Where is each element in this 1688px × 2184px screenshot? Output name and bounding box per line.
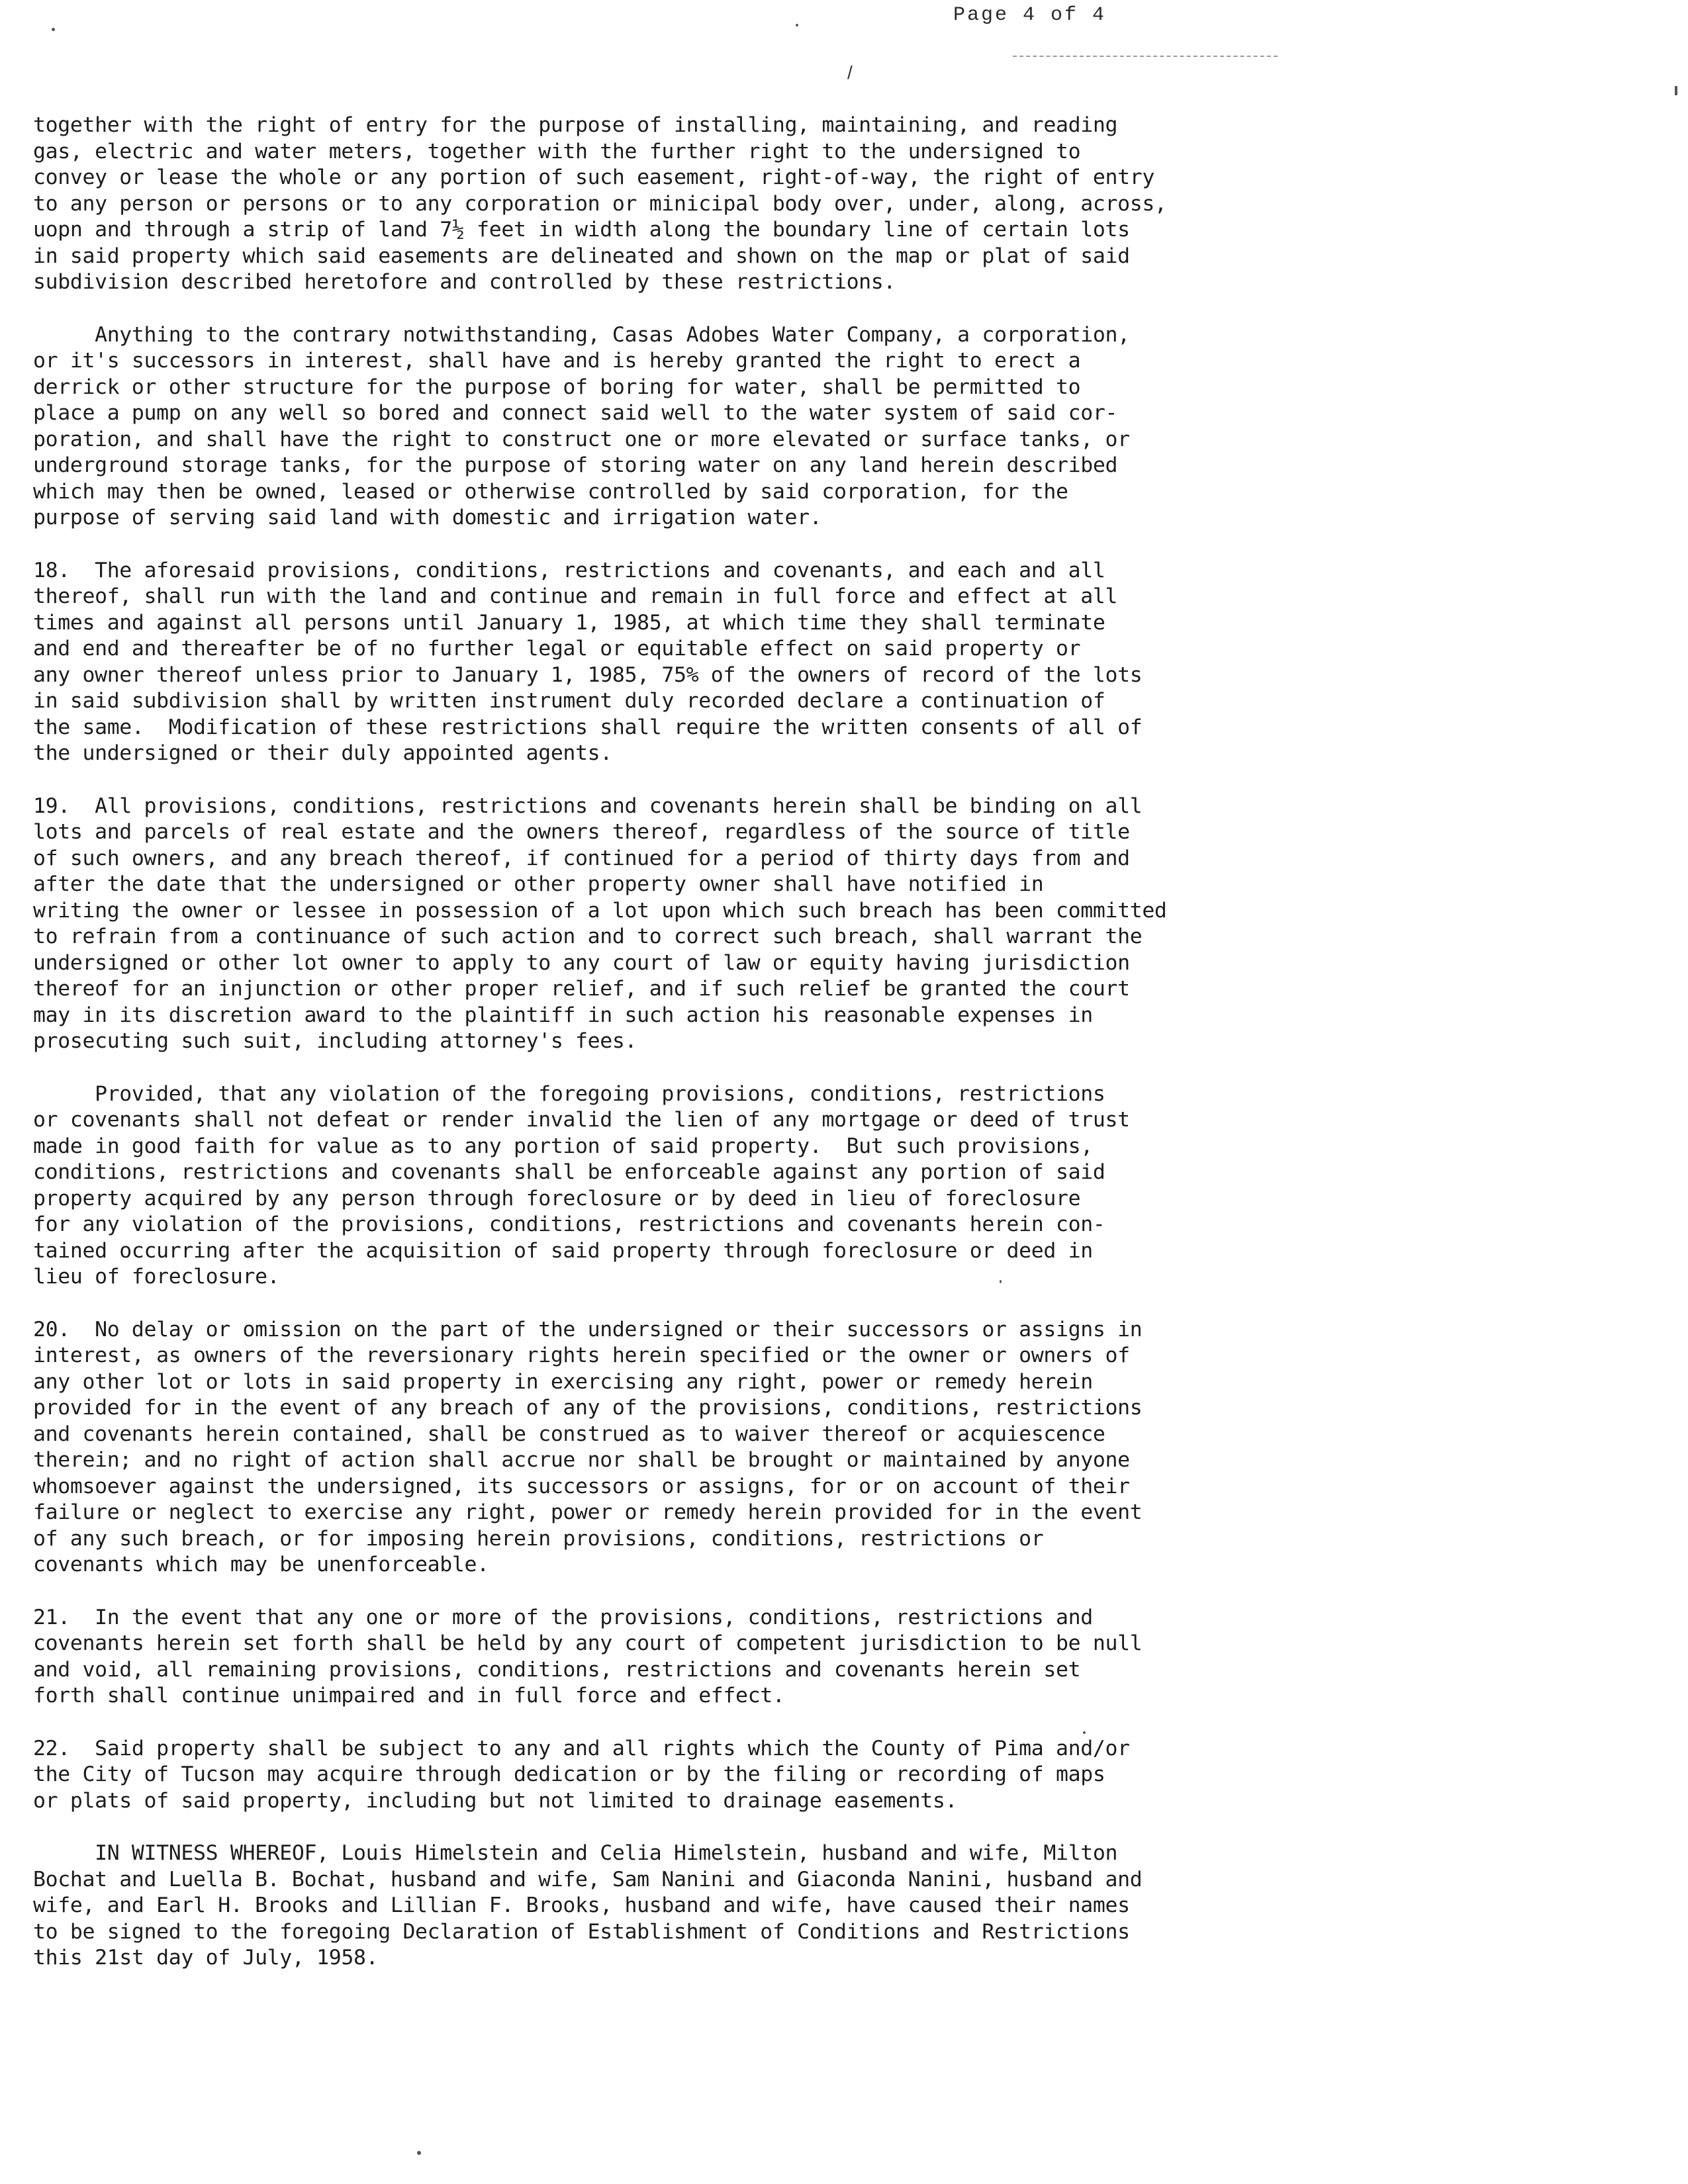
paragraph-easement-continued: together with the right of entry for the purpose of installing, maintaining, and reading gas, electric and water meters, together with the further right to the undersigned to convey or lease the whole or any portion of such easement, right-of-way, the right of entry to any person or persons or to any corporation or minicipal body over, under, along, across, uopn and through a strip of land 7½ feet in width along the boundary line of certain lots in said property which said easements are delineated and shown on the map or plat of said subdivision described heretofore and controlled by these restrictions. (33, 113, 1167, 294)
scan-speck (1675, 86, 1677, 95)
paragraph-water-company: Anything to the contrary notwithstanding, Casas Adobes Water Company, a corporation, or it's successors in interest, shall have and is hereby granted the right to erect a derrick or other structure for the purpose of boring for water, shall be permitted to place a pump on any well so bored and connect said well to the water system of said cor- poration, and shall have the right to construct one or more elevated or surface tanks, or underground storage tanks, for the purpose of storing water on any land herein described which may then be owned, leased or otherwise controlled by said corporation, for the purpose of serving said land with domestic and irrigation water. (33, 322, 1130, 529)
header-rule (1013, 56, 1278, 57)
paragraph-in-witness: IN WITNESS WHEREOF, Louis Himelstein and Celia Himelstein, husband and wife, Milton Bochat and Luella B. Bochat, husband and wife, Sam Nanini and Giaconda Nanini, husband and wife, and Earl H. Brooks and Lillian F. Brooks, husband and wife, have caused their names to be signed to the foregoing Declaration of Establishment of Conditions and Restrictions this 21st day of July, 1958. (33, 1841, 1143, 1970)
paragraph-section-22: 22. Said property shall be subject to any and all rights which the County of Pima and/or the City of Tucson may acquire through dedication or by the filing or recording of maps or plats of said property, including but not limited to drainage easements. (33, 1736, 1130, 1813)
header-mark: / (847, 62, 853, 83)
paragraph-section-18: 18. The aforesaid provisions, conditions, restrictions and covenants, and each and all thereof, shall run with the land and continue and remain in full force and effect at all times and against all persons until January 1, 1985, at which time they shall terminate and end and thereafter be of no further legal or equitable effect on said property or any owner thereof unless prior to January 1, 1985, 75% of the owners of record of the lots in said subdivision shall by written instrument duly recorded declare a continuation of the same. Modification of these restrictions shall require the written consents of all of the undersigned or their duly appointed agents. (33, 558, 1143, 765)
paragraph-section-20: 20. No delay or omission on the part of the undersigned or their successors or assigns in interest, as owners of the reversionary rights herein specified or the owner or owners of any other lot or lots in said property in exercising any right, power or remedy herein provided for in the event of any breach of any of the provisions, conditions, restrictions and covenants herein contained, shall be construed as to waiver thereof or acquiescence therein; and no right of action shall accrue nor shall be brought or maintained by anyone whomsoever against the undersigned, its successors or assigns, for or on account of their failure or neglect to exercise any right, power or remedy herein provided for in the event of any such breach, or for imposing herein provisions, conditions, restrictions or covenants which may be unenforceable. (33, 1317, 1143, 1576)
scan-speck (796, 24, 798, 26)
paragraph-section-21: 21. In the event that any one or more of the provisions, conditions, restrictions and covenants herein set forth shall be held by any court of competent jurisdiction to be null and void, all remaining provisions, conditions, restrictions and covenants herein set forth shall continue unimpaired and in full force and effect. (33, 1605, 1143, 1707)
paragraph-section-19: 19. All provisions, conditions, restrictions and covenants herein shall be binding on all lots and parcels of real estate and the owners thereof, regardless of the source of title of such owners, and any breach thereof, if continued for a period of thirty days from and after the date that the undersigned or other property owner shall have notified in writing the owner or lessee in possession of a lot upon which such breach has been committed to refrain from a continuance of such action and to correct such breach, shall warrant the undersigned or other lot owner to apply to any court of law or equity having jurisdiction thereof for an injunction or other proper relief, and if such relief be granted the court may in its discretion award to the plaintiff in such action his reasonable expenses in prosecuting such suit, including attorney's fees. (33, 794, 1167, 1053)
page-number-label: Page 4 of 4 (953, 4, 1107, 26)
paragraph-provided: Provided, that any violation of the foregoing provisions, conditions, restrictions or covenants shall not defeat or render invalid the lien of any mortgage or deed of trust made in good faith for value as to any portion of said property. But such provisions, conditions, restrictions and covenants shall be enforceable against any portion of said property acquired by any person through foreclosure or by deed in lieu of foreclosure for any violation of the provisions, conditions, restrictions and covenants herein con- tained occurring after the acquisition of said property through foreclosure or deed in lieu of foreclosure. (33, 1081, 1130, 1289)
scan-speck (417, 2151, 421, 2155)
document-body (33, 113, 1264, 1972)
scan-speck (52, 28, 55, 31)
